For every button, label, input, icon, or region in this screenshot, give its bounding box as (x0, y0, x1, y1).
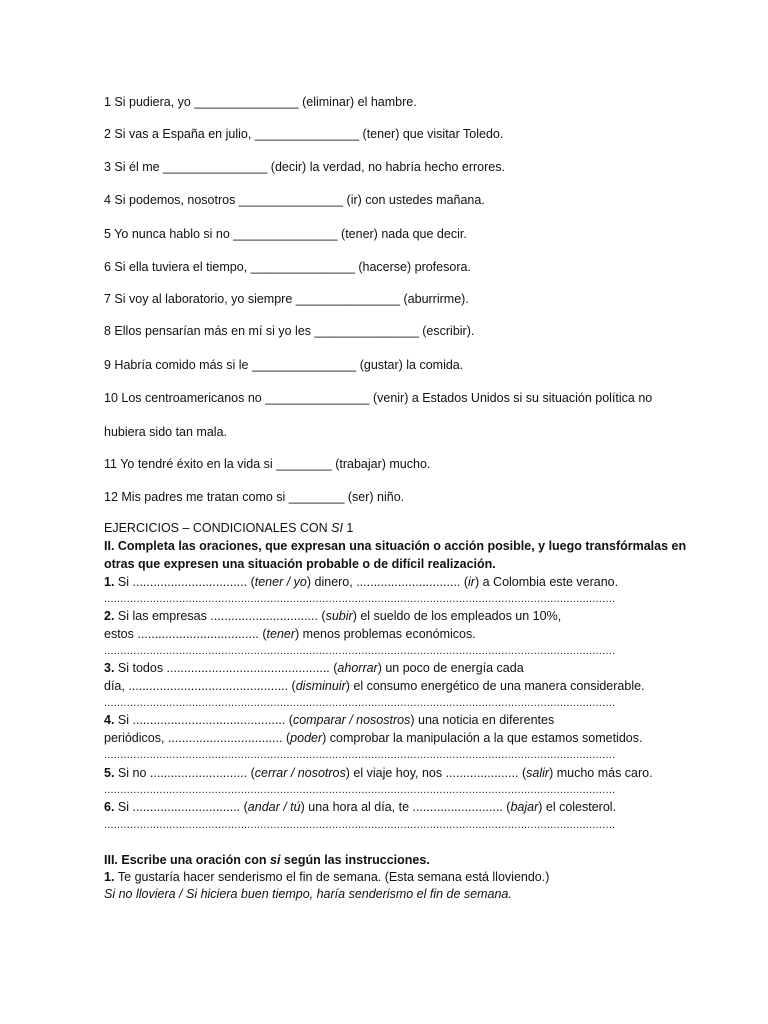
exercise-line-9: 9 Habría comido más si le _______________ (gustar) la comida. (104, 358, 464, 372)
section2-instruction-line1: II. Completa las oraciones, que expresan una situación o acción posible, y luego transfórmalas en (104, 539, 687, 553)
exercise3-item-1 (104, 869, 549, 885)
exercise2-item-5 (104, 765, 653, 781)
item-verb: disminuir (295, 679, 346, 693)
exercise2-item-4 (104, 712, 554, 728)
item-text: día, .............................................. ( (104, 679, 296, 693)
section3-heading-text: III. Escribe una oración con (104, 853, 271, 867)
item-number: 3. (104, 661, 118, 675)
item-text: Si todos ............................................... ( (117, 661, 338, 675)
exercise-line-6: 6 Si ella tuviera el tiempo, _______________ (hacerse) profesora. (104, 260, 471, 274)
item-text: Si ............................................ ( (117, 713, 293, 727)
exercise2-item-4-continued (104, 730, 642, 746)
item-text: ) el viaje hoy, nos ..................... ( (345, 766, 527, 780)
item-verb: subir (325, 609, 353, 623)
item-verb: tener (266, 627, 296, 641)
item-number: 6. (104, 800, 118, 814)
item-text: ) a Colombia este verano. (474, 575, 619, 589)
exercise2-item-2 (104, 608, 561, 624)
exercise-line-2: 2 Si vas a España en julio, _______________ (tener) que visitar Toledo. (104, 127, 504, 141)
section2-heading-text: EJERCICIOS – CONDICIONALES CON (104, 521, 332, 535)
item-text: Te gustaría hacer senderismo el fin de semana. (Esta semana está lloviendo.) (117, 870, 550, 884)
exercise-line-10: 10 Los centroamericanos no _______________ (venir) a Estados Unidos si su situación política no (104, 391, 653, 405)
item-verb: ahorrar (337, 661, 378, 675)
item-text: Si las empresas ............................... ( (117, 609, 326, 623)
item-verb: salir (526, 766, 550, 780)
item-number: 1. (104, 870, 118, 884)
answer-dotted-line: ............................................................................................................................................................. (104, 593, 616, 605)
section2-instruction-line2: otras que expresen una situación probable o de difícil realización. (104, 557, 496, 571)
item-verb: poder (290, 731, 323, 745)
section2-heading (104, 520, 353, 536)
exercise2-item-3 (104, 660, 524, 676)
section3-heading-si: si (270, 853, 281, 867)
exercise-line-1: 1 Si pudiera, yo _______________ (eliminar) el hambre. (104, 95, 417, 109)
section3-heading (104, 852, 430, 868)
item-text: estos ................................... ( (104, 627, 267, 641)
answer-dotted-line: ............................................................................................................................................................. (104, 749, 616, 761)
item-text: Si ................................. ( (117, 575, 255, 589)
item-verb: andar / tú (247, 800, 301, 814)
item-text: ) menos problemas económicos. (295, 627, 476, 641)
section2-heading-si: SI (331, 521, 343, 535)
item-verb: tener / yo (254, 575, 307, 589)
item-verb: cerrar / nosotros (254, 766, 346, 780)
exercise-line-4: 4 Si podemos, nosotros _______________ (ir) con ustedes mañana. (104, 193, 485, 207)
item-text: Si no ............................ ( (117, 766, 255, 780)
exercise2-item-6 (104, 799, 616, 815)
item-text: ) el sueldo de los empleados un 10%, (352, 609, 562, 623)
item-text: ) una hora al día, te .......................... ( (300, 800, 511, 814)
exercise-line-8: 8 Ellos pensarían más en mí si yo les _______________ (escribir). (104, 324, 475, 338)
item-verb: bajar (510, 800, 539, 814)
answer-dotted-line: ............................................................................................................................................................. (104, 784, 616, 796)
item-number: 1. (104, 575, 118, 589)
answer-dotted-line: ............................................................................................................................................................. (104, 697, 616, 709)
item-text: ) el colesterol. (538, 800, 617, 814)
answer-dotted-line: ............................................................................................................................................................. (104, 645, 616, 657)
exercise-line-3: 3 Si él me _______________ (decir) la verdad, no habría hecho errores. (104, 160, 505, 174)
item-text: ) mucho más caro. (549, 766, 653, 780)
item-text: ) dinero, .............................. ( (306, 575, 469, 589)
item-text: ) una noticia en diferentes (410, 713, 555, 727)
exercise-line-10-continued: hubiera sido tan mala. (104, 425, 227, 439)
exercise-line-7: 7 Si voy al laboratorio, yo siempre _______________ (aburrirme). (104, 292, 469, 306)
exercise3-item-1-answer: Si no lloviera / Si hiciera buen tiempo, haría senderismo el fin de semana. (104, 887, 512, 901)
exercise-line-12: 12 Mis padres me tratan como si ________ (ser) niño. (104, 490, 405, 504)
exercise2-item-1 (104, 574, 618, 590)
section3-heading-text: según las instrucciones. (280, 853, 430, 867)
item-verb: comparar / nosostros (292, 713, 411, 727)
section2-heading-number: 1 (342, 521, 354, 535)
item-text: ) un poco de energía cada (377, 661, 524, 675)
exercise2-item-3-continued (104, 678, 645, 694)
item-text: ) comprobar la manipulación a la que estamos sometidos. (322, 731, 643, 745)
answer-dotted-line: ............................................................................................................................................................. (104, 819, 616, 831)
item-number: 2. (104, 609, 118, 623)
exercise-line-11: 11 Yo tendré éxito en la vida si ________ (trabajar) mucho. (104, 457, 431, 471)
item-text: Si ............................... ( (117, 800, 248, 814)
item-number: 5. (104, 766, 118, 780)
item-text: ) el consumo energético de una manera considerable. (345, 679, 645, 693)
item-verb: ir (468, 575, 475, 589)
exercise-line-5: 5 Yo nunca hablo si no _______________ (tener) nada que decir. (104, 227, 467, 241)
exercise2-item-2-continued (104, 626, 476, 642)
item-text: periódicos, ................................. ( (104, 731, 291, 745)
item-number: 4. (104, 713, 118, 727)
